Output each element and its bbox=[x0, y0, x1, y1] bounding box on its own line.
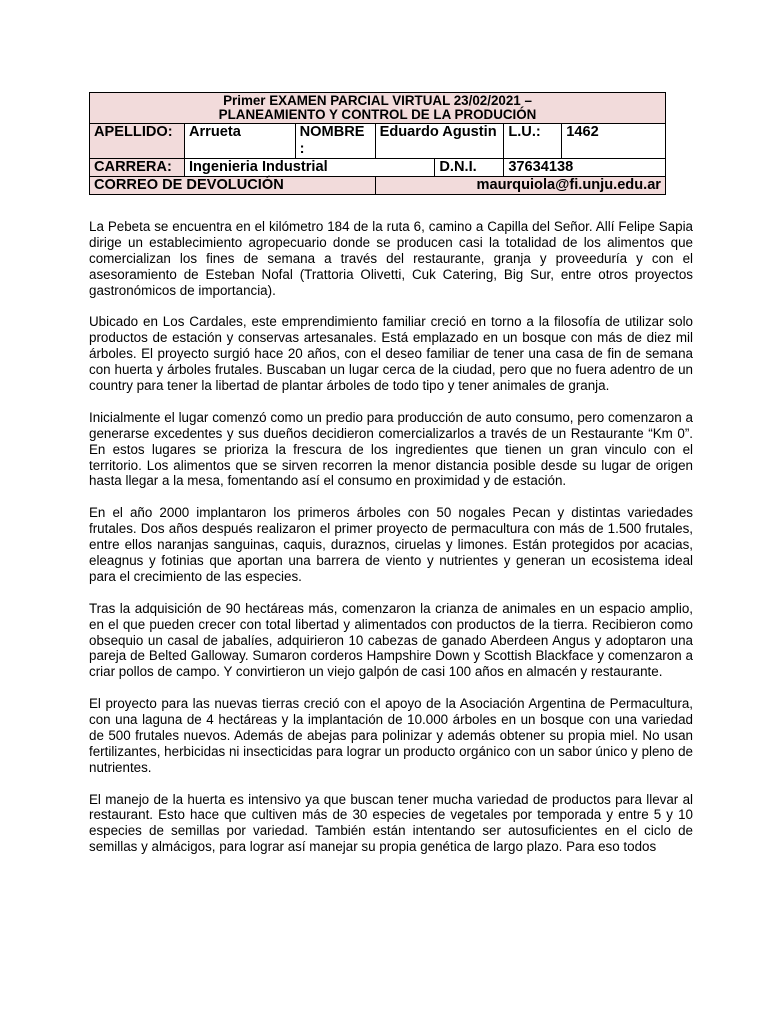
paragraph: En el año 2000 implantaron los primeros árboles con 50 nogales Pecan y distintas variedades frutales. Dos años después realizaron el primer proyecto de permacultura con más de 1.500 frutales, entre ellos naranjas sanguinas, caquis, duraznos, ciruelas y limones. Están protegidos por acacias, eleagnus y fotinias que aportan una barrera de viento y nutrientes y generan un ecosistema ideal para el crecimiento de las especies. bbox=[89, 505, 693, 584]
carrera-value: Ingenieria Industrial bbox=[184, 159, 434, 177]
paragraph: Inicialmente el lugar comenzó como un predio para producción de auto consumo, pero comenzaron a generarse excedentes y sus dueños decidieron comercializarlos a través de un Restaurante “Km 0”. En estos lugares se prioriza la frescura de los ingredientes que tienen un gran vinculo con el territorio. Los alimentos que se sirven recorren la menor distancia posible desde su lugar de origen hasta llegar a la mesa, fomentando así el consumo en proximidad y de estación. bbox=[89, 409, 693, 489]
correo-label: CORREO DE DEVOLUCIÓN bbox=[90, 177, 376, 195]
paragraph: Ubicado en Los Cardales, este emprendimiento familiar creció en torno a la filosofía de utilizar solo productos de estación y conservas artesanales. Está emplazado en un bosque con más de diez mil árboles. El proyecto surgió hace 20 años, con el deseo familiar de tener una casa de fin de semana con huerta y árboles frutales. Buscaban un lugar cerca de la ciudad, pero que no fuera adentro de un country para tener la libertad de plantar árboles de todo tipo y tener animales de granja. bbox=[89, 314, 693, 394]
carrera-label: CARRERA: bbox=[90, 159, 185, 177]
paragraph: La Pebeta se encuentra en el kilómetro 184 de la ruta 6, camino a Capilla del Señor. Allí Felipe Sapia dirige un establecimiento agropecuario donde se producen casi la totalidad de los alimentos que comercializan los fines de semana a través del restaurante, granja y proveeduría y con el asesoramiento de Esteban Nofal (Trattoria Olivetti, Cuk Catering, Big Sur, entre otros proyectos gastronómicos de importancia). bbox=[89, 219, 693, 298]
exam-title bbox=[90, 93, 666, 124]
exam-header-table bbox=[89, 92, 666, 195]
exam-title-line2: PLANEAMIENTO Y CONTROL DE LA PRODUCIÓN bbox=[218, 107, 537, 122]
nombre-label: NOMBRE : bbox=[295, 124, 375, 159]
paragraph: Tras la adquisición de 90 hectáreas más, comenzaron la crianza de animales en un espacio amplio, en el que pueden crecer con total libertad y alimentados con productos de la tierra. Recibieron como obsequio un casal de jabalíes, adquirieron 10 cabezas de ganado Aberdeen Angus y adoptaron una pareja de Belted Galloway. Sumaron corderos Hampshire Down y Scottish Blackface y comenzaron a criar pollos de campo. Y convirtieron un viejo galpón de casi 100 años en almacén y restaurante. bbox=[89, 600, 693, 680]
lu-label: L.U.: bbox=[504, 124, 562, 159]
dni-label: D.N.I. bbox=[435, 159, 504, 177]
dni-value: 37634138 bbox=[504, 159, 666, 177]
exam-body-text bbox=[89, 219, 693, 871]
paragraph: El proyecto para las nuevas tierras creció con el apoyo de la Asociación Argentina de Permacultura, con una laguna de 4 hectáreas y la implantación de 10.000 árboles en un bosque con una variedad de 500 frutales nuevos. Además de abejas para polinizar y además obtener su propia miel. No usan fertilizantes, herbicidas ni insecticidas para lograr un producto orgánico con un sabor único y pleno de nutrientes. bbox=[89, 696, 693, 775]
nombre-value: Eduardo Agustin bbox=[375, 124, 504, 159]
paragraph: El manejo de la huerta es intensivo ya que buscan tener mucha variedad de productos para llevar al restaurant. Esto hace que cultiven más de 30 especies de vegetales por temporada y entre 5 y 10 especies de semillas por variedad. También están intentando ser autosuficientes en el ciclo de semillas y almácigos, para lograr así manejar su propia genética de largo plazo. Para eso todos bbox=[89, 791, 693, 855]
correo-value: maurquiola@fi.unju.edu.ar bbox=[375, 177, 665, 195]
exam-title-line1: Primer EXAMEN PARCIAL VIRTUAL 23/02/2021 – bbox=[223, 93, 532, 108]
apellido-label: APELLIDO: bbox=[90, 124, 185, 159]
lu-value: 1462 bbox=[562, 124, 666, 159]
apellido-value: Arrueta bbox=[184, 124, 295, 159]
